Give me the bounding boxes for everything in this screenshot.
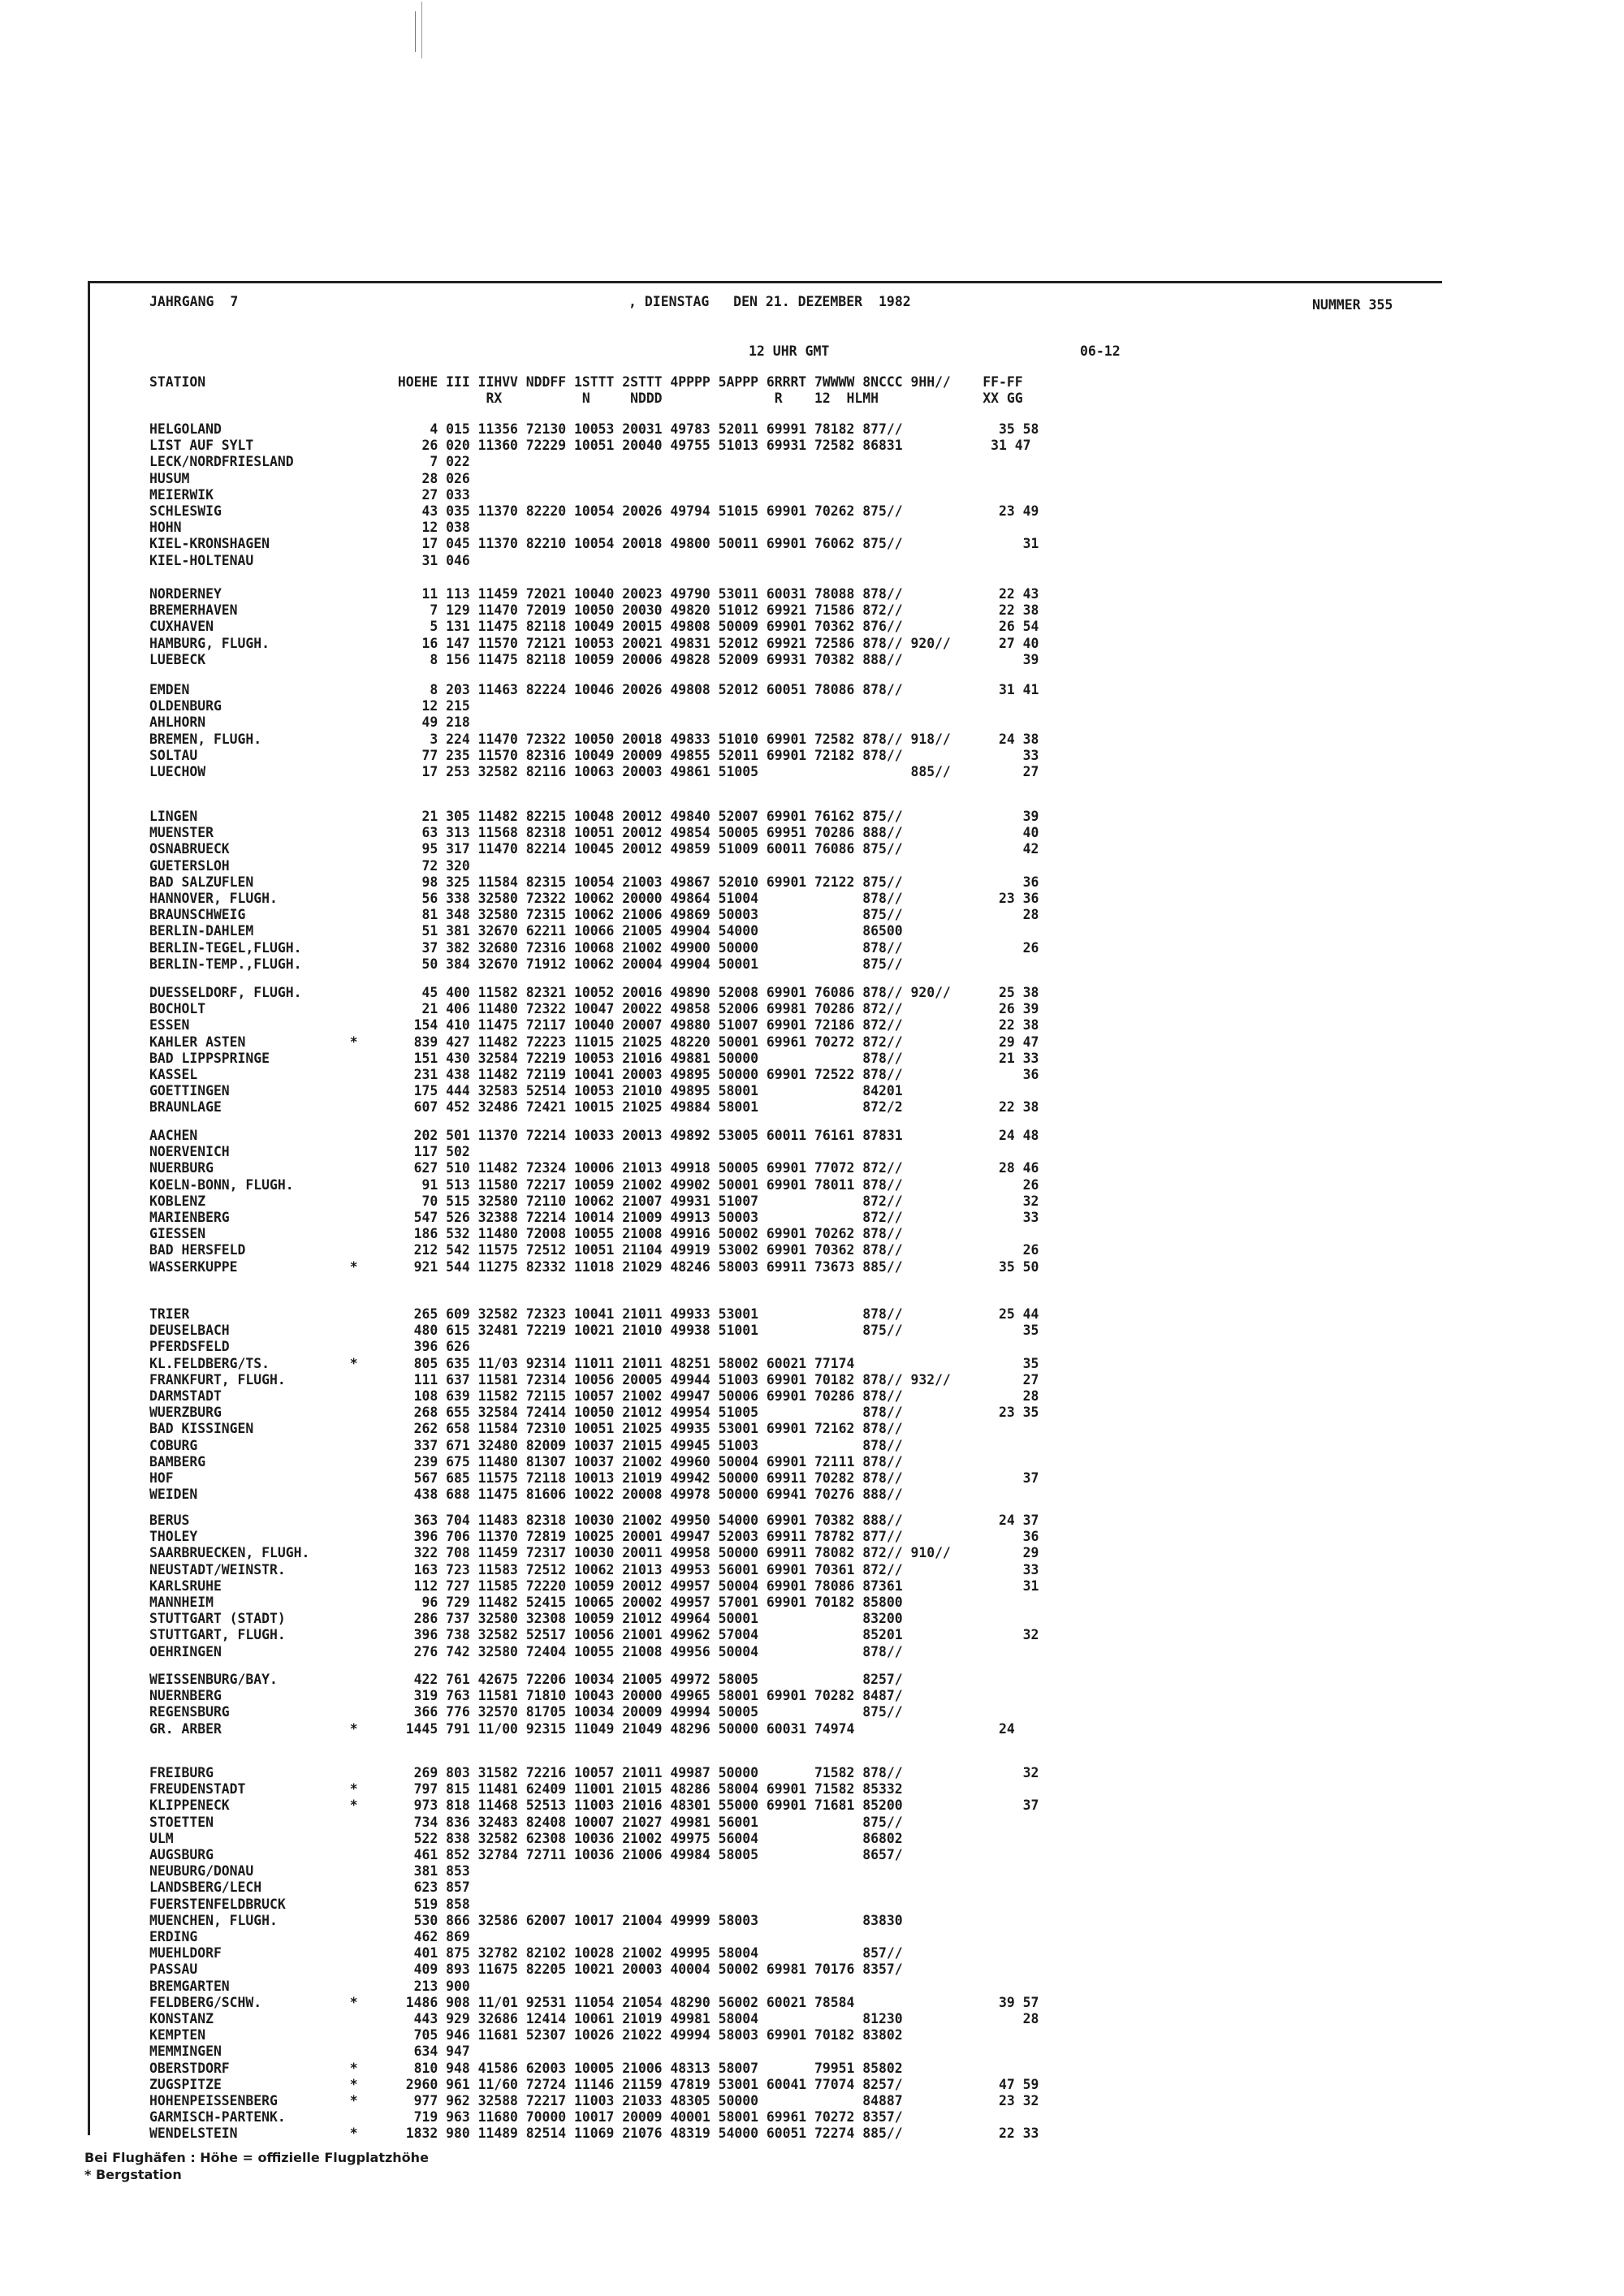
station-row: FREUDENSTADT * 797 815 11481 62409 11001 21015 48286 58004 69901 71582 85332 (149, 1781, 903, 1798)
station-row: MUENSTER 63 313 11568 82318 10051 20012 49854 50005 69951 70286 888// 40 (149, 825, 1039, 841)
station-row: ERDING 462 869 (149, 1929, 470, 1944)
station-row: GUETERSLOH 72 320 (149, 857, 470, 874)
station-row: GIESSEN 186 532 11480 72008 10055 21008 49916 50002 69901 70262 878// (149, 1226, 903, 1242)
station-row: BOCHOLT 21 406 11480 72322 10047 20022 49858 52006 69981 70286 872// 26 39 (149, 1001, 1039, 1017)
jahrgang-label: JAHRGANG 7 (149, 294, 239, 309)
station-row: SOLTAU 77 235 11570 82316 10049 20009 49855 52011 69901 72182 878// 33 (149, 747, 1039, 763)
station-row: KIEL-HOLTENAU 31 046 (149, 552, 470, 568)
station-row: MUENCHEN, FLUGH. 530 866 32586 62007 10017 21004 49999 58003 83830 (149, 1912, 903, 1928)
station-row: FELDBERG/SCHW. * 1486 908 11/01 92531 11054 21054 48290 56002 60021 78584 39 57 (149, 1994, 1039, 2010)
station-row: NEUBURG/DONAU 381 853 (149, 1863, 470, 1880)
station-row: STUTTGART (STADT) 286 737 32580 32308 10059 21012 49964 50001 83200 (149, 1611, 903, 1627)
station-row: LUECHOW 17 253 32582 82116 10063 20003 49861 51005 885// 27 (149, 764, 1039, 779)
station-row: HUSUM 28 026 (149, 470, 470, 486)
station-row: DUESSELDORF, FLUGH. 45 400 11582 82321 10052 20016 49890 52008 69901 76086 878// 920// 25 38 (149, 985, 1039, 1000)
station-row: NUERNBERG 319 763 11581 71810 10043 20000 49965 58001 69901 70282 8487/ (149, 1688, 903, 1704)
station-row: WUERZBURG 268 655 32584 72414 10050 21012 49954 51005 878// 23 35 (149, 1405, 1039, 1421)
station-row: KASSEL 231 438 11482 72119 10041 20003 49895 50000 69901 72522 878// 36 (149, 1067, 1039, 1082)
scan-mark-line (415, 11, 416, 52)
column-header-line-1: STATION HOEHE III IIHVV NDDFF 1STTT 2STTT 4PPPP 5APPP 6RRRT 7WWWW 8NCCC 9HH// FF-FF (149, 374, 1023, 390)
scan-mark-line (421, 2, 422, 58)
station-row: ZUGSPITZE * 2960 961 11/60 72724 11146 21159 47819 53001 60041 77074 8257/ 47 59 (149, 2076, 1039, 2092)
station-row: LUEBECK 8 156 11475 82118 10059 20006 49828 52009 69931 70382 888// 39 (149, 651, 1039, 667)
station-row: FREIBURG 269 803 31582 72216 10057 21011 49987 50000 71582 878// 32 (149, 1765, 1039, 1780)
station-row: OLDENBURG 12 215 (149, 698, 470, 714)
station-row: HANNOVER, FLUGH. 56 338 32580 72322 10062 20000 49864 51004 878// 23 36 (149, 891, 1039, 906)
station-row: DEUSELBACH 480 615 32481 72219 10021 21010 49938 51001 875// 35 (149, 1323, 1039, 1339)
station-row: FUERSTENFELDBRUCK 519 858 (149, 1896, 470, 1912)
footnote-mountain-station: * Bergstation (84, 2167, 182, 2182)
station-row: LIST AUF SYLT 26 020 11360 72229 10051 20040 49755 51013 69931 72582 86831 31 47 (149, 438, 1031, 454)
station-row: GARMISCH-PARTENK. 719 963 11680 70000 10017 20009 40001 58001 69961 70272 8357/ (149, 2109, 903, 2126)
station-row: BRAUNLAGE 607 452 32486 72421 10015 21025 49884 58001 872/2 22 38 (149, 1099, 1039, 1116)
station-row: WASSERKUPPE * 921 544 11275 82332 11018 21029 48246 58003 69911 73673 885// 35 50 (149, 1258, 1039, 1275)
station-row: BAD KISSINGEN 262 658 11584 72310 10051 21025 49935 53001 69901 72162 878// (149, 1421, 903, 1437)
station-row: BAD HERSFELD 212 542 11575 72512 10051 21104 49919 53002 69901 70362 878// 26 (149, 1242, 1039, 1258)
station-row: KONSTANZ 443 929 32686 12414 10061 21019 49981 58004 81230 28 (149, 2011, 1039, 2026)
station-row: WENDELSTEIN * 1832 980 11489 82514 11069 21076 48319 54000 60051 72274 885// 22 33 (149, 2126, 1039, 2142)
station-row: AHLHORN 49 218 (149, 714, 470, 731)
station-row: ESSEN 154 410 11475 72117 10040 20007 49880 51007 69901 72186 872// 22 38 (149, 1017, 1039, 1034)
station-row: KL.FELDBERG/TS. * 805 635 11/03 92314 11011 21011 48251 58002 60021 77174 35 (149, 1355, 1039, 1371)
column-header-line-2: RX N NDDD R 12 HLMH XX GG (149, 391, 1023, 406)
station-row: REGENSBURG 366 776 32570 81705 10034 20009 49994 50005 875// (149, 1704, 903, 1720)
time-range: 06-12 (1080, 343, 1121, 359)
station-row: HOF 567 685 11575 72118 10013 21019 49942 50000 69911 70282 878// 37 (149, 1470, 1039, 1486)
station-row: KAHLER ASTEN * 839 427 11482 72223 11015 21025 48220 50001 69961 70272 872// 29 47 (149, 1034, 1039, 1050)
station-row: KOBLENZ 70 515 32580 72110 10062 21007 49931 51007 872// 32 (149, 1193, 1039, 1209)
bulletin-date: , DIENSTAG DEN 21. DEZEMBER 1982 (628, 294, 911, 309)
station-row: THOLEY 396 706 11370 72819 10025 20001 49947 52003 69911 78782 877// 36 (149, 1529, 1039, 1545)
station-row: OEHRINGEN 276 742 32580 72404 10055 21008 49956 50004 878// (149, 1643, 903, 1659)
station-row: HOHENPEISSENBERG * 977 962 32588 72217 11003 21033 48305 50000 84887 23 32 (149, 2093, 1039, 2108)
station-row: GR. ARBER * 1445 791 11/00 92315 11049 21049 48296 50000 60031 74974 24 (149, 1720, 1015, 1737)
station-row: NEUSTADT/WEINSTR. 163 723 11583 72512 10062 21013 49953 56001 69901 70361 872// 33 (149, 1561, 1039, 1577)
station-row: PFERDSFELD 396 626 (149, 1339, 470, 1355)
station-row: BERLIN-TEGEL,FLUGH. 37 382 32680 72316 10068 21002 49900 50000 878// 26 (149, 939, 1039, 956)
station-row: COBURG 337 671 32480 82009 10037 21015 49945 51003 878// (149, 1437, 903, 1453)
station-row: BAD SALZUFLEN 98 325 11584 82315 10054 21003 49867 52010 69901 72122 875// 36 (149, 874, 1039, 890)
station-row: STUTTGART, FLUGH. 396 738 32582 52517 10056 21001 49962 57004 85201 32 (149, 1627, 1039, 1643)
station-row: FRANKFURT, FLUGH. 111 637 11581 72314 10056 20005 49944 51003 69901 70182 878// 932// 27 (149, 1371, 1039, 1388)
station-row: MANNHEIM 96 729 11482 52415 10065 20002 49957 57001 69901 70182 85800 (149, 1595, 903, 1610)
station-row: LECK/NORDFRIESLAND 7 022 (149, 454, 470, 470)
station-row: GOETTINGEN 175 444 32583 52514 10053 21010 49895 58001 84201 (149, 1083, 903, 1099)
station-row: MUEHLDORF 401 875 32782 82102 10028 21002 49995 58004 857// (149, 1945, 903, 1962)
station-row: KEMPTEN 705 946 11681 52307 10026 21022 49994 58003 69901 70182 83802 (149, 2027, 903, 2044)
station-row: STOETTEN 734 836 32483 82408 10007 21027 49981 56001 875// (149, 1814, 903, 1830)
station-row: WEISSENBURG/BAY. 422 761 42675 72206 10034 21005 49972 58005 8257/ (149, 1672, 903, 1687)
station-row: BRAUNSCHWEIG 81 348 32580 72315 10062 21006 49869 50003 875// 28 (149, 907, 1039, 923)
station-row: WEIDEN 438 688 11475 81606 10022 20008 49978 50000 69941 70276 888// (149, 1487, 903, 1503)
station-row: HELGOLAND 4 015 11356 72130 10053 20031 49783 52011 69991 78182 877// 35 58 (149, 421, 1039, 437)
station-row: LINGEN 21 305 11482 82215 10048 20012 49840 52007 69901 76162 875// 39 (149, 809, 1039, 824)
station-row: KLIPPENECK * 973 818 11468 52513 11003 21016 48301 55000 69901 71681 85200 37 (149, 1798, 1039, 1814)
station-row: KOELN-BONN, FLUGH. 91 513 11580 72217 10059 21002 49902 50001 69901 78011 878// 26 (149, 1176, 1039, 1193)
station-row: BAMBERG 239 675 11480 81307 10037 21002 49960 50004 69901 72111 878// (149, 1453, 903, 1470)
station-row: BAD LIPPSPRINGE 151 430 32584 72219 10053 21016 49881 50000 878// 21 33 (149, 1050, 1039, 1066)
station-row: EMDEN 8 203 11463 82224 10046 20026 49808 52012 60051 78086 878// 31 41 (149, 682, 1039, 697)
station-row: MEMMINGEN 634 947 (149, 2044, 470, 2060)
station-row: CUXHAVEN 5 131 11475 82118 10049 20015 49808 50009 69901 70362 876// 26 54 (149, 619, 1039, 635)
station-row: BERLIN-TEMP.,FLUGH. 50 384 32670 71912 10062 20004 49904 50001 875// (149, 956, 903, 972)
station-row: BREMERHAVEN 7 129 11470 72019 10050 20030 49820 51012 69921 71586 872// 22 38 (149, 602, 1039, 619)
station-row: KIEL-KRONSHAGEN 17 045 11370 82210 10054 20018 49800 50011 69901 76062 875// 31 (149, 536, 1039, 552)
station-row: AACHEN 202 501 11370 72214 10033 20013 49892 53005 60011 76161 87831 24 48 (149, 1128, 1039, 1143)
station-row: LANDSBERG/LECH 623 857 (149, 1880, 470, 1896)
station-row: BERUS 363 704 11483 82318 10030 21002 49950 54000 69901 70382 888// 24 37 (149, 1513, 1039, 1528)
station-row: KARLSRUHE 112 727 11585 72220 10059 20012 49957 50004 69901 78086 87361 31 (149, 1577, 1039, 1594)
station-row: HOHN 12 038 (149, 520, 470, 536)
station-row: BREMEN, FLUGH. 3 224 11470 72322 10050 20018 49833 51010 69901 72582 878// 918// 24 38 (149, 731, 1039, 747)
station-row: MEIERWIK 27 033 (149, 486, 470, 503)
station-row: NUERBURG 627 510 11482 72324 10006 21013 49918 50005 69901 77072 872// 28 46 (149, 1160, 1039, 1176)
station-row: SCHLESWIG 43 035 11370 82220 10054 20026 49794 51015 69901 70262 875// 23 49 (149, 503, 1039, 519)
station-row: BERLIN-DAHLEM 51 381 32670 62211 10066 21005 49904 54000 86500 (149, 923, 903, 939)
station-row: MARIENBERG 547 526 32388 72214 10014 21009 49913 50003 872// 33 (149, 1210, 1039, 1225)
station-row: NORDERNEY 11 113 11459 72021 10040 20023 49790 53011 60031 78088 878// 22 43 (149, 586, 1039, 602)
station-row: AUGSBURG 461 852 32784 72711 10036 21006 49984 58005 8657/ (149, 1847, 903, 1862)
station-row: TRIER 265 609 32582 72323 10041 21011 49933 53001 878// 25 44 (149, 1306, 1039, 1322)
time-title: 12 UHR GMT (749, 343, 830, 359)
station-row: NOERVENICH 117 502 (149, 1144, 470, 1160)
station-row: BREMGARTEN 213 900 (149, 1978, 470, 1994)
station-row: HAMBURG, FLUGH. 16 147 11570 72121 10053 20021 49831 52012 69921 72586 878// 920// 27 40 (149, 635, 1039, 651)
station-row: OBERSTDORF * 810 948 41586 62003 10005 21006 48313 58007 79951 85802 (149, 2060, 903, 2076)
issue-number: NUMMER 355 (1312, 297, 1393, 313)
station-row: DARMSTADT 108 639 11582 72115 10057 21002 49947 50006 69901 70286 878// 28 (149, 1388, 1039, 1404)
station-row: PASSAU 409 893 11675 82205 10021 20003 40004 50002 69981 70176 8357/ (149, 1962, 903, 1978)
station-row: OSNABRUECK 95 317 11470 82214 10045 20012 49859 51009 60011 76086 875// 42 (149, 841, 1039, 857)
station-row: SAARBRUECKEN, FLUGH. 322 708 11459 72317 10030 20011 49958 50000 69911 78082 872// 910// 29 (149, 1545, 1039, 1561)
footnote-airports: Bei Flughäfen : Höhe = offizielle Flugplatzhöhe (84, 2150, 429, 2165)
station-row: ULM 522 838 32582 62308 10036 21002 49975 56004 86802 (149, 1830, 903, 1846)
